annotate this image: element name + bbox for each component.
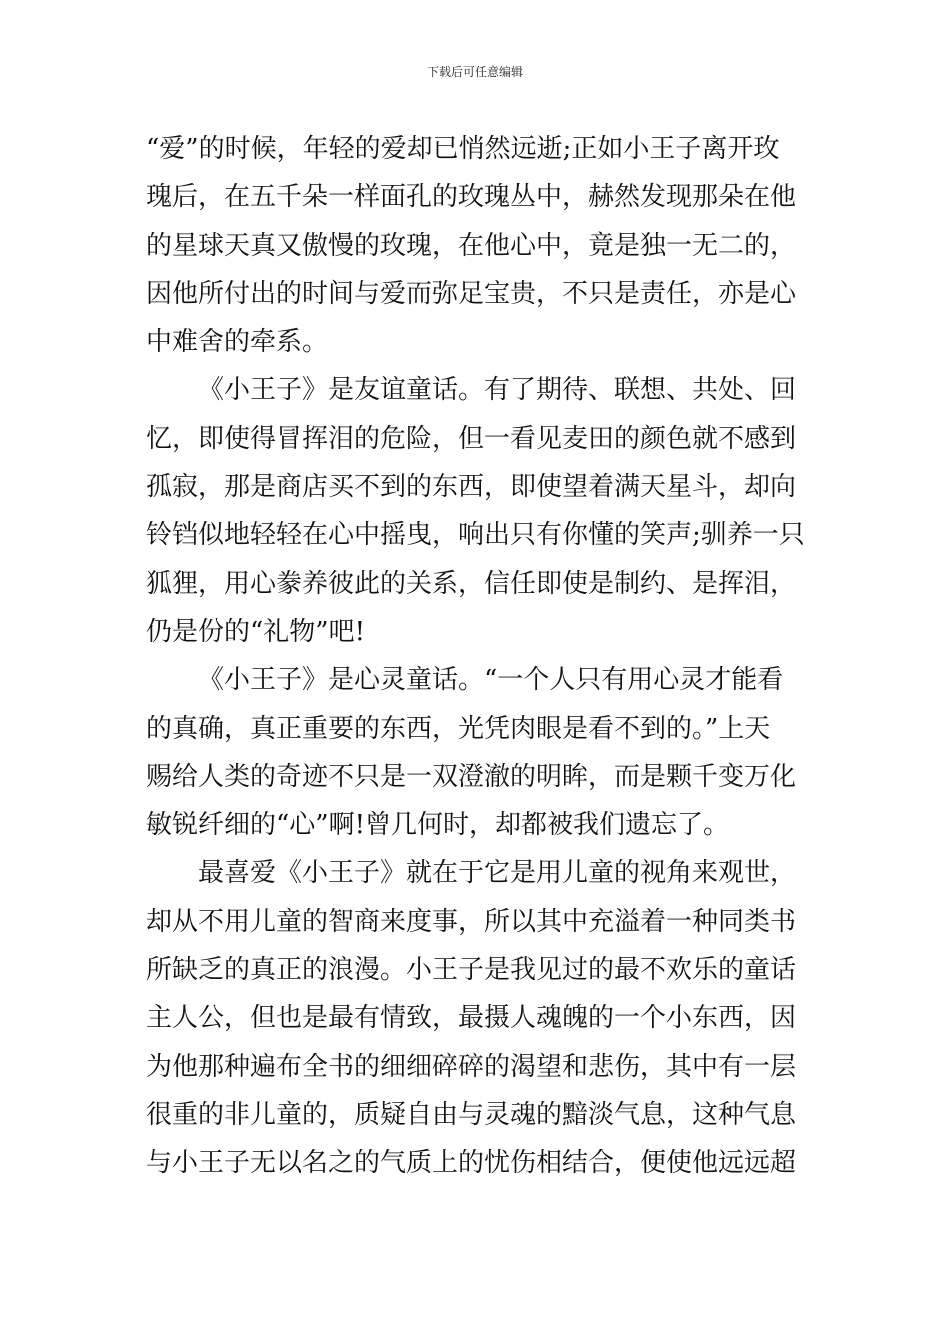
text-line: 因他所付出的时间与爱而弥足宝贵，不只是责任，亦是心: [146, 278, 797, 309]
text-line: 的星球天真又傲慢的玫瑰，在他心中，竟是独一无二的，: [146, 230, 797, 261]
text-line: 主人公，但也是最有情致，最摄人魂魄的一个小东西，因: [146, 1003, 797, 1034]
text-line: “爱”的时候，年轻的爱却已悄然远逝;正如小王子离开玫: [146, 134, 780, 164]
text-line: 铃铛似地轻轻在心中摇曳，响出只有你懂的笑声;驯养一只: [146, 520, 805, 551]
text-line: 赐给人类的奇迹不只是一双澄澈的明眸，而是颗千变万化: [146, 761, 797, 792]
text-line: 仍是份的“礼物”吧!: [146, 616, 366, 647]
text-line: 忆，即使得冒挥泪的危险，但一看见麦田的颜色就不感到: [146, 423, 797, 454]
text-line: 的真确，真正重要的东西，光凭肉眼是看不到的。”上天: [146, 713, 771, 744]
text-line: 中难舍的牵系。: [146, 327, 329, 358]
text-line: 所缺乏的真正的浪漫。小王子是我见过的最不欢乐的童话: [146, 955, 797, 986]
text-line: 为他那种遍布全书的细细碎碎的渴望和悲伤，其中有一层: [146, 1051, 797, 1082]
paragraph-first-line: 《小王子》是心灵童话。“一个人只有用心灵才能看: [198, 665, 784, 696]
text-line: 孤寂，那是商店买不到的东西，即使望着满天星斗，却向: [146, 472, 797, 503]
text-line: 与小王子无以名之的气质上的忧伤相结合，便使他远远超: [146, 1148, 797, 1179]
text-line: 敏锐纤细的“心”啊!曾几何时，却都被我们遗忘了。: [146, 810, 730, 841]
text-line: 很重的非儿童的，质疑自由与灵魂的黯淡气息，这种气息: [146, 1099, 797, 1130]
text-line: 瑰后，在五千朵一样面孔的玫瑰丛中，赫然发现那朵在他: [146, 182, 797, 213]
paragraph-first-line: 最喜爱《小王子》就在于它是用儿童的视角来观世，: [198, 858, 797, 889]
paragraph-first-line: 《小王子》是友谊童话。有了期待、联想、共处、回: [198, 375, 797, 406]
text-line: 却从不用儿童的智商来度事，所以其中充溢着一种同类书: [146, 906, 797, 937]
page-header: 下载后可任意编辑: [426, 65, 523, 79]
body-text: [146, 125, 810, 1188]
text-line: 狐狸，用心豢养彼此的关系，信任即使是制约、是挥泪，: [146, 568, 797, 599]
